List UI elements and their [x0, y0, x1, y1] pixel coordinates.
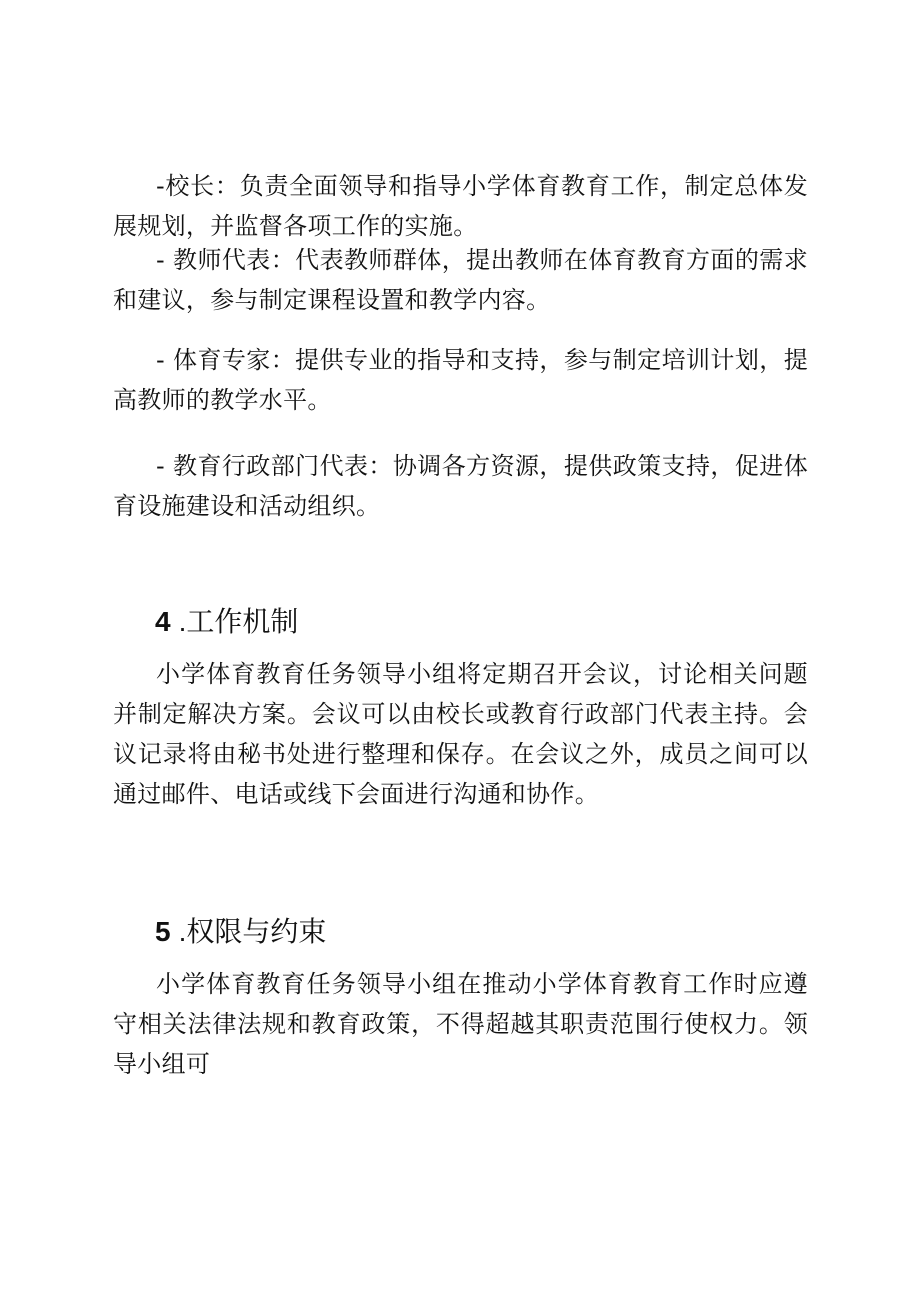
section-5-heading — [155, 912, 326, 952]
section-4-number: 4 — [155, 606, 171, 637]
section-5-number: 5 — [155, 916, 171, 947]
section-5-body: 小学体育教育任务领导小组在推动小学体育教育工作时应遵守相关法律法规和教育政策，不得超越其职责范围行使权力。领导小组可 — [113, 970, 808, 1078]
role-teacher-rep-paragraph: - 教师代表：代表教师群体，提出教师在体育教育方面的需求和建议，参与制定课程设置和教学内容。 — [113, 246, 808, 314]
section-5-title: .权限与约束 — [178, 916, 327, 947]
section-4-heading — [155, 602, 298, 642]
role-admin-rep-paragraph: - 教育行政部门代表：协调各方资源，提供政策支持，促进体育设施建设和活动组织。 — [113, 452, 808, 520]
role-pe-expert-paragraph: - 体育专家：提供专业的指导和支持，参与制定培训计划，提高教师的教学水平。 — [113, 346, 808, 414]
section-4-body: 小学体育教育任务领导小组将定期召开会议，讨论相关问题并制定解决方案。会议可以由校长或教育行政部门代表主持。会议记录将由秘书处进行整理和保存。在会议之外，成员之间可以通过邮件、电话或线下会面进行沟通和协作。 — [113, 660, 808, 808]
role-principal-paragraph: -校长：负责全面领导和指导小学体育教育工作，制定总体发展规划，并监督各项工作的实施。 — [113, 172, 808, 240]
section-4-title: .工作机制 — [178, 606, 299, 637]
